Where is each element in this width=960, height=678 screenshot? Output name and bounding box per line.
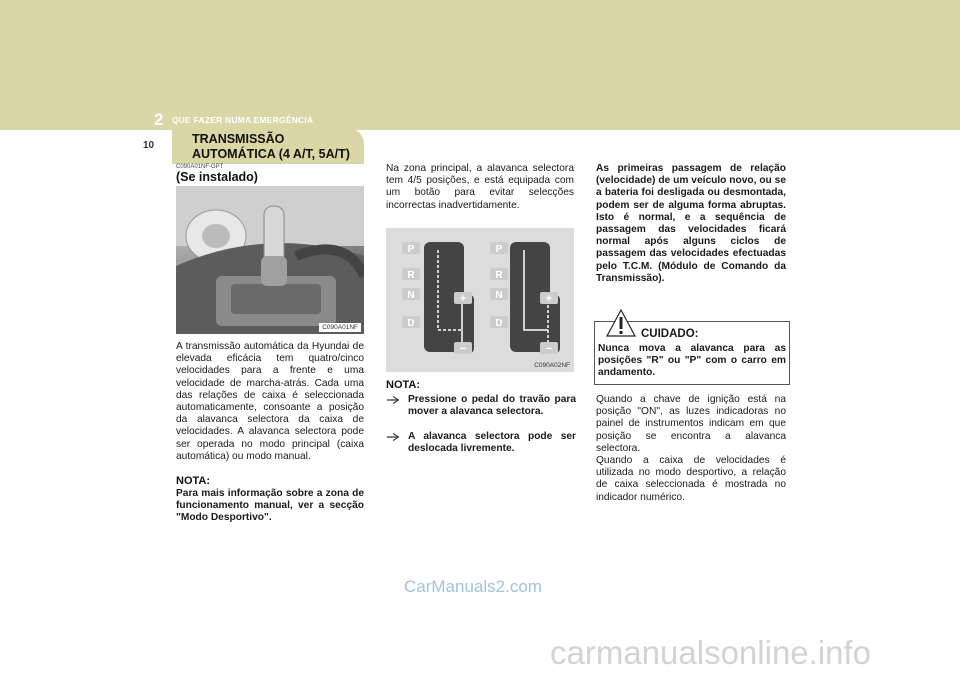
- col2-nota-heading: NOTA:: [386, 379, 421, 391]
- col3-paragraph-bold: As primeiras passagem de relação (velocidade) de um veículo novo, ou se a bateria foi desligada ou desmontada, podem ser de alguma forma abruptas. Isto é normal, e a sequência de passagem das velocidades ficará normal após alguns ciclos de passagem das velocidades efectuadas pelo T.C.M. (Módulo de Comando da Transmissão).: [596, 163, 786, 284]
- hand-arrow-icon: [386, 394, 402, 406]
- col3-paragraph2: Quando a chave de ignição está na posição "ON", as luzes indicadoras no painel de instrumentos indicam em que posição se encontra a alavanca selectora.: [596, 394, 786, 454]
- section-code: C090A01NF-GPT: [176, 164, 224, 170]
- section-subtitle: (Se instalado): [176, 170, 258, 184]
- col1-nota-heading: NOTA:: [176, 475, 211, 487]
- gear-letter-D-right: D: [495, 318, 503, 329]
- section-title-line1: TRANSMISSÃO: [192, 132, 285, 146]
- gear-letter-P: P: [407, 244, 415, 255]
- hand-arrow-icon: [386, 431, 402, 443]
- chapter-title: QUE FAZER NUMA EMERGÊNCIA: [172, 115, 314, 125]
- gear-letter-R: R: [407, 270, 415, 281]
- header-band: [0, 0, 960, 130]
- gear-minus: −: [459, 343, 467, 355]
- note-text-2: A alavanca selectora pode ser deslocada livremente.: [408, 431, 576, 454]
- watermark: CarManuals2.com: [404, 577, 542, 596]
- gear-plus: +: [459, 293, 467, 305]
- gear-minus-right: −: [545, 343, 553, 355]
- caution-text: Nunca mova a alavanca para as posições "R" ou "P" com o carro em andamento.: [598, 343, 786, 379]
- col1-paragraph: A transmissão automática da Hyundai de elevada eficácia tem quatro/cinco velocidades para a frente e uma velocidade de marcha-atrás. Cada uma das relações de caixa é seleccionada automaticamente, consoante a posição da alavanca selectora da caixa de velocidades. A alavanca selectora pode ser operada no modo principal (caixa automática) ou modo manual.: [176, 341, 364, 462]
- gear-pattern-svg: [386, 228, 574, 372]
- gear-letter-N-right: N: [495, 290, 503, 301]
- col1-nota-text: Para mais informação sobre a zona de funcionamento manual, ver a secção "Modo Desportivo".: [176, 488, 364, 524]
- note-item-2: [386, 431, 576, 455]
- note-text-1: Pressione o pedal do travão para mover a alavanca selectora.: [408, 394, 576, 417]
- caution-box: [594, 321, 790, 385]
- note-item-1: [386, 394, 576, 418]
- warning-triangle-icon: [605, 308, 637, 338]
- gear-letter-P-right: P: [495, 244, 503, 255]
- footer-watermark: carmanualsonline.info: [550, 634, 872, 671]
- gear-pattern-left: [402, 242, 474, 355]
- gear-lever-illustration: [176, 186, 364, 334]
- diagram-label: C090A02NF: [534, 362, 570, 369]
- gear-letter-R-right: R: [495, 270, 503, 281]
- gear-letter-N: N: [407, 290, 415, 301]
- gear-lever-photo: [176, 186, 364, 334]
- gear-pattern-diagram: [386, 228, 574, 372]
- gear-letter-D: D: [407, 318, 415, 329]
- photo-label: C090A01NF: [319, 323, 361, 332]
- col2-paragraph: Na zona principal, a alavanca selectora tem 4/5 posições, e está equipada com um botão para evitar selecções incorrectas inadvertidamente.: [386, 163, 574, 211]
- gear-pattern-right: [490, 242, 560, 355]
- page-number: 10: [143, 140, 155, 151]
- section-title: [192, 132, 350, 162]
- col3-paragraph3: Quando a caixa de velocidades é utilizada no modo desportivo, a relação de caixa seleccionada é mostrada no indicador numérico.: [596, 455, 786, 503]
- chapter-number: 2: [154, 110, 164, 129]
- gear-plus-right: +: [545, 293, 553, 305]
- caution-title: CUIDADO:: [641, 328, 699, 340]
- section-title-line2: AUTOMÁTICA (4 A/T, 5A/T): [192, 147, 350, 161]
